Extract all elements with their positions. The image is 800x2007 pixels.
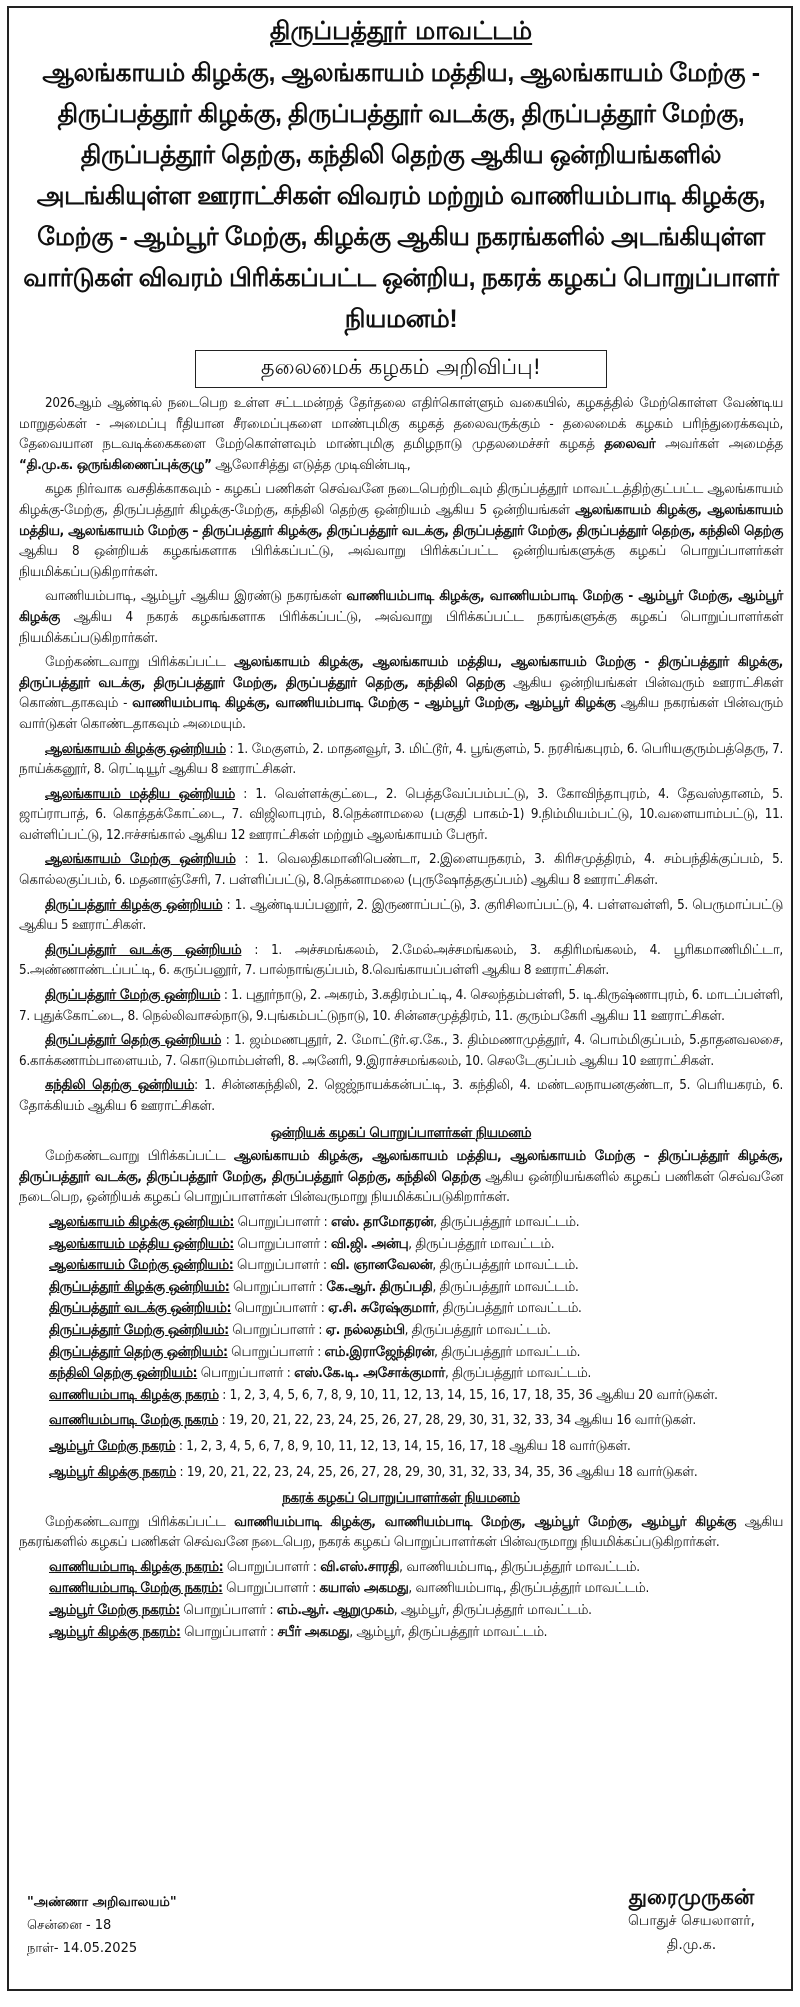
town-section-title: நகரக் கழகப் பொறுப்பாளர்கள் நியமனம் (282, 1491, 520, 1507)
town-wards: வாணியம்பாடி கிழக்கு நகரம் : 1, 2, 3, 4, 5, 6, 7, 8, 9, 10, 11, 12, 13, 14, 15, 16, 17, 18, 35, 36 ஆகிய 20 வார்டுகள். (49, 1387, 718, 1403)
appointment-row: வாணியம்பாடி கிழக்கு நகரம்: பொறுப்பாளர் : வி.எஸ்.சாரதி, வாணியம்பாடி, திருப்பத்தூர் மாவட்டம். (49, 1559, 640, 1575)
release-date: நாள்- 14.05.2025 (27, 1941, 138, 1956)
town-section-intro: மேற்கண்டவாறு பிரிக்கப்பட்ட வாணியம்பாடி கிழக்கு, வாணியம்பாடி மேற்கு, ஆம்பூர் மேற்கு, ஆம்பூர் கிழக்கு ஆகிய நகரங்களில் கழகப் பணிகள் செவ்வனே நடைபெற, நகரக் கழகப் பொறுப்பாளர்கள் பின்வருமாறு நியமிக்கப்படுகிறார்கள். (19, 1514, 783, 1551)
union-panchayats: திருப்பத்தூர் வடக்கு ஒன்றியம் : 1. அச்சமங்கலம், 2.மேல்அச்சமங்கலம், 3. கதிரிமங்கலம், 4. பூரிகமாணிமிட்டா, 5.அண்ணாண்டப்பட்டி, 6. கருப்பனூர், 7. பால்நாங்குப்பம், 8.வெங்காயப்பள்ளி ஆகிய 8 ஊராட்சிகள். (19, 942, 783, 979)
signatory-designation: பொதுச் செயலாளர், (628, 1913, 755, 1929)
union-panchayats: ஆலங்காயம் மேற்கு ஒன்றியம் : 1. வெலதிகமானிபெண்டா, 2.இளையநகரம், 3. கிரிசமுத்திரம், 4. சம்பந்திக்குப்பம், 5. கொல்லகுப்பம், 6. மதனாஞ்சேரி, 7. பள்ளிப்பட்டு, 8.நெக்னாமலை (புருஷோத்தகுப்பம்) ஆகிய 8 ஊராட்சிகள். (19, 852, 783, 889)
appointment-row: ஆலங்காயம் மத்திய ஒன்றியம்: பொறுப்பாளர் : வி.ஜி. அன்பு, திருப்பத்தூர் மாவட்டம். (49, 1236, 555, 1252)
office-city: சென்னை - 18 (27, 1918, 112, 1933)
announcement-box: தலைமைக் கழகம் அறிவிப்பு! (195, 350, 607, 388)
union-panchayats: ஆலங்காயம் கிழக்கு ஒன்றியம் : 1. மேகுளம், 2. மாதனவூர், 3. மிட்டூர், 4. பூங்குளம், 5. நரசிங்கபுரம், 6. பெரியகுரும்பத்தெரு, 7. நாய்க்கனூர், 8. ரெட்டியூர் ஆகிய 8 ஊராட்சிகள். (19, 741, 783, 778)
body-text (19, 394, 783, 1643)
signatory-name: துரைமுருகன் (628, 1885, 755, 1909)
union-section-intro: மேற்கண்டவாறு பிரிக்கப்பட்ட ஆலங்காயம் கிழக்கு, ஆலங்காயம் மத்திய, ஆலங்காயம் மேற்கு – திருப்பத்தூர் கிழக்கு, திருப்பத்தூர் வடக்கு, திருப்பத்தூர் மேற்கு, திருப்பத்தூர் தெற்கு, கந்திலி தெற்கு ஆகிய ஒன்றியங்களில் கழகப் பணிகள் செவ்வனே நடைபெற, ஒன்றியக் கழகப் பொறுப்பாளர்கள் பின்வருமாறு நியமிக்கப்படுகிறார்கள். (19, 1149, 783, 1206)
footer (27, 1885, 773, 1985)
appointment-row: ஆலங்காயம் கிழக்கு ஒன்றியம்: பொறுப்பாளர் : எஸ். தாமோதரன், திருப்பத்தூர் மாவட்டம். (49, 1214, 580, 1230)
appointment-row: திருப்பத்தூர் மேற்கு ஒன்றியம்: பொறுப்பாளர் : ஏ. நல்லதம்பி, திருப்பத்தூர் மாவட்டம். (49, 1322, 551, 1338)
union-section-title: ஒன்றியக் கழகப் பொறுப்பாளர்கள் நியமனம் (270, 1125, 532, 1141)
paragraph-division: மேற்கண்டவாறு பிரிக்கப்பட்ட ஆலங்காயம் கிழக்கு, ஆலங்காயம் மத்திய, ஆலங்காயம் மேற்கு - திருப்பத்தூர் கிழக்கு, திருப்பத்தூர் வடக்கு, திருப்பத்தூர் மேற்கு, திருப்பத்தூர் தெற்கு, கந்திலி தெற்கு ஆகிய ஒன்றியங்கள் பின்வரும் ஊராட்சிகள் கொண்டதாகவும் - வாணியம்பாடி கிழக்கு, வாணியம்பாடி மேற்கு – ஆம்பூர் மேற்கு, ஆம்பூர் கிழக்கு ஆகிய நகரங்கள் பின்வரும் வார்டுகள் கொண்டதாகவும் அமையும். (19, 655, 783, 732)
paragraph-unions: கழக நிர்வாக வசதிக்காகவும் - கழகப் பணிகள் செவ்வனே நடைபெற்றிடவும் திருப்பத்தூர் மாவட்டத்திற்குட்பட்ட ஆலங்காயம் கிழக்கு-மேற்கு, திருப்பத்தூர் கிழக்கு-மேற்கு, கந்திலி தெற்கு ஒன்றியம் ஆகிய 5 ஒன்றியங்கள் ஆலங்காயம் கிழக்கு, ஆலங்காயம் மத்திய, ஆலங்காயம் மேற்கு – திருப்பத்தூர் கிழக்கு, திருப்பத்தூர் வடக்கு, திருப்பத்தூர் மேற்கு, திருப்பத்தூர் தெற்கு, கந்திலி தெற்கு ஆகிய 8 ஒன்றியக் கழகங்களாக பிரிக்கப்பட்டு, அவ்வாறு பிரிக்கப்பட்ட ஒன்றியங்களுக்கு கழகப் பொறுப்பாளர்கள் நியமிக்கப்படுகிறார்கள். (19, 482, 783, 580)
union-panchayats: திருப்பத்தூர் கிழக்கு ஒன்றியம் : 1. ஆண்டியப்பனூர், 2. இருணாப்பட்டு, 3. குரிசிலாப்பட்டு, 4. பள்ளவள்ளி, 5. பெருமாப்பட்டு ஆகிய 5 ஊராட்சிகள். (19, 897, 784, 934)
signature-block (628, 1885, 755, 1957)
headline: ஆலங்காயம் கிழக்கு, ஆலங்காயம் மத்திய, ஆலங்காயம் மேற்கு - திருப்பத்தூர் கிழக்கு, திருப்பத்தூர் வடக்கு, திருப்பத்தூர் மேற்கு, திருப்பத்தூர் தெற்கு, கந்திலி தெற்கு ஆகிய ஒன்றியங்களில் அடங்கியுள்ள ஊராட்சிகள் விவரம் மற்றும் வாணியம்பாடி கிழக்கு, மேற்கு - ஆம்பூர் மேற்கு, கிழக்கு ஆகிய நகரங்களில் அடங்கியுள்ள வார்டுகள் விவரம் பிரிக்கப்பட்ட ஒன்றிய, நகரக் கழகப் பொறுப்பாளர் நியமனம்! (23, 59, 779, 333)
party-name: தி.மு.க. (666, 1937, 717, 1953)
district-title: திருப்பத்தூர் மாவட்டம் (269, 16, 533, 45)
town-wards: ஆம்பூர் மேற்கு நகரம் : 1, 2, 3, 4, 5, 6, 7, 8, 9, 10, 11, 12, 13, 14, 15, 16, 17, 18 ஆகிய 18 வார்டுகள். (49, 1438, 631, 1454)
footer-address (27, 1891, 177, 1960)
union-panchayats: கந்திலி தெற்கு ஒன்றியம்: 1. சின்னகந்திலி, 2. ஜெஜ்நாயக்கன்பட்டி, 3. கந்திலி, 4. மண்டலநாயனகுண்டா, 5. பெரியகரம், 6. தோக்கியம் ஆகிய 6 ஊராட்சிகள். (19, 1078, 783, 1114)
paragraph-towns: வாணியம்பாடி, ஆம்பூர் ஆகிய இரண்டு நகரங்கள் வாணியம்பாடி கிழக்கு, வாணியம்பாடி மேற்கு - ஆம்பூர் மேற்கு, ஆம்பூர் கிழக்கு ஆகிய 4 நகரக் கழகங்களாக பிரிக்கப்பட்டு, அவ்வாறு பிரிக்கப்பட்ட நகரங்களுக்கு கழகப் பொறுப்பாளர்கள் நியமிக்கப்படுகிறார்கள். (19, 589, 783, 646)
paragraph-intro: 2026ஆம் ஆண்டில் நடைபெற உள்ள சட்டமன்றத் தேர்தலை எதிர்கொள்ளும் வகையில், கழகத்தில் மேற்கொள்ள வேண்டிய மாறுதல்கள் - அமைப்பு ரீதியான சீரமைப்புகளை மாண்புமிகு கழகத் தலைவருக்கும் - தலைமைக் கழகம் பரிந்துரைக்கவும், தேவையான நடவடிக்கைகளை மேற்கொள்ளவும் மாண்புமிகு தமிழநாடு முதலமைச்சர் கழகத் தலைவர் அவர்கள் அமைத்த “தி.மு.க. ஒருங்கிணைப்புக்குழு” ஆலோசித்து எடுத்த முடிவின்படி, (19, 396, 783, 473)
appointment-row: ஆம்பூர் கிழக்கு நகரம்: பொறுப்பாளர் : சபீர் அகமது, ஆம்பூர், திருப்பத்தூர் மாவட்டம். (49, 1624, 548, 1640)
union-panchayats: திருப்பத்தூர் மேற்கு ஒன்றியம் : 1. புதூர்நாடு, 2. அகரம், 3.கதிரம்பட்டி, 4. செலந்தம்பள்ளி, 5. டி.கிருஷ்ணாபுரம், 6. மாடப்பள்ளி, 7. புதுக்கோட்டை, 8. நெல்லிவாசல்நாடு, 9.புங்கம்பட்டுநாடு, 10. சின்னசமுத்திரம், 11. குரும்பகேரி ஆகிய 11 ஊராட்சிகள். (19, 988, 783, 1024)
town-wards: வாணியம்பாடி மேற்கு நகரம் : 19, 20, 21, 22, 23, 24, 25, 26, 27, 28, 29, 30, 31, 32, 33, 34 ஆகிய 16 வார்டுகள். (49, 1413, 696, 1429)
town-wards: ஆம்பூர் கிழக்கு நகரம் : 19, 20, 21, 22, 23, 24, 25, 26, 27, 28, 29, 30, 31, 32, 33, 34, 35, 36 ஆகிய 18 வார்டுகள். (49, 1464, 698, 1480)
appointment-row: வாணியம்பாடி மேற்கு நகரம்: பொறுப்பாளர் : கயாஸ் அகமது, வாணியம்பாடி, திருப்பத்தூர் மாவட்டம். (49, 1581, 649, 1597)
appointment-row: ஆம்பூர் மேற்கு நகரம்: பொறுப்பாளர் : எம்.ஆர். ஆறுமுகம், ஆம்பூர், திருப்பத்தூர் மாவட்டம். (49, 1603, 592, 1619)
press-release (7, 6, 793, 1991)
appointment-row: கந்திலி தெற்கு ஒன்றியம்: பொறுப்பாளர் : எஸ்.கே.டி. அசோக்குமார், திருப்பத்தூர் மாவட்டம். (49, 1366, 592, 1382)
appointment-row: திருப்பத்தூர் தெற்கு ஒன்றியம்: பொறுப்பாளர் : எம்.இராஜேந்திரன், திருப்பத்தூர் மாவட்டம். (49, 1344, 581, 1360)
union-panchayats: ஆலங்காயம் மத்திய ஒன்றியம் : 1. வெள்ளக்குட்டை, 2. பெத்தவேப்பம்பட்டு, 3. கோவிந்தாபுரம், 4. தேவஸ்தானம், 5. ஜாப்ராபாத், 6. கொத்தக்கோட்டை, 7. விஜிலாபுரம், 8.நெக்னாமலை (பகுதி பாகம்-1) 9.நிம்மியம்பட்டு, 10.வளையாம்பட்டு, 11. வள்ளிப்பட்டு, 12.ஈச்சங்கால் ஆகிய 12 ஊராட்சிகள் மற்றும் ஆலங்காயம் பேரூர். (19, 786, 783, 843)
office-name: "அண்ணா அறிவாலயம்" (27, 1895, 177, 1910)
appointment-row: ஆலங்காயம் மேற்கு ஒன்றியம்: பொறுப்பாளர் : வி. ஞானவேலன், திருப்பத்தூர் மாவட்டம். (49, 1258, 579, 1274)
appointment-row: திருப்பத்தூர் கிழக்கு ஒன்றியம்: பொறுப்பாளர் : கே.ஆர். திருப்பதி, திருப்பத்தூர் மாவட்டம். (49, 1279, 579, 1295)
union-panchayats: திருப்பத்தூர் தெற்கு ஒன்றியம் : 1. ஜம்மணபுதூர், 2. மோட்டூர்.ஏ.கே., 3. திம்மணாமுத்தூர், 4. பொம்மிகுப்பம், 5.தாதனவலசை, 6.காக்கணாம்பாளையம், 7. கொடுமாம்பள்ளி, 8. அனேரி, 9.இராச்சமங்கலம், 10. செலடேகுப்பம் ஆகிய 10 ஊராட்சிகள். (19, 1033, 784, 1069)
appointment-row: திருப்பத்தூர் வடக்கு ஒன்றியம்: பொறுப்பாளர் : ஏ.சி. சுரேஷ்குமார், திருப்பத்தூர் மாவட்டம். (49, 1301, 582, 1317)
